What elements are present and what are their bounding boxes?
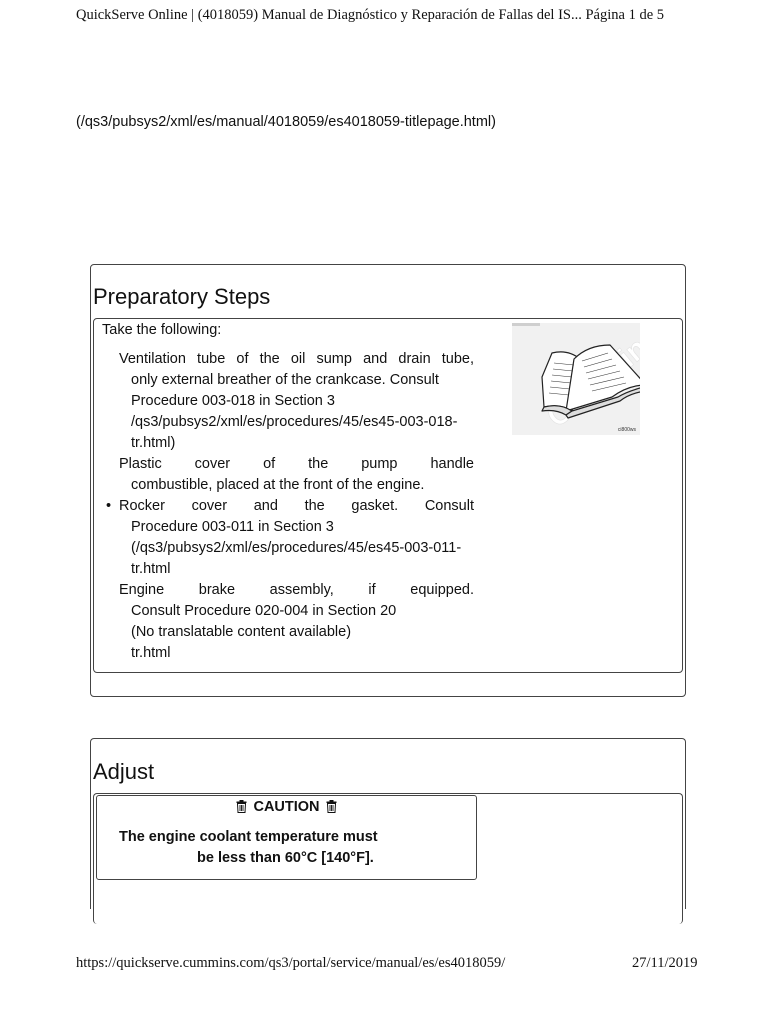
step-item xyxy=(119,454,474,496)
bullet-marker: • xyxy=(106,498,112,514)
footer-url[interactable]: https://quickserve.cummins.com/qs3/portal/service/manual/es/es4018059/ xyxy=(76,955,506,971)
step-item xyxy=(119,580,474,664)
preparatory-steps-section xyxy=(90,264,686,697)
step-continuation-line: tr.html) xyxy=(131,435,176,451)
page-header-title: QuickServe Online | (4018059) Manual de Diagnóstico y Reparación de Fallas del IS... Página 1 de 5 xyxy=(76,7,665,23)
step-first-line: Plastic cover of the pump handle xyxy=(119,456,474,472)
footer-date: 27/11/2019 xyxy=(632,955,698,971)
adjust-section xyxy=(90,738,686,909)
caution-box xyxy=(96,795,477,880)
trash-icon xyxy=(326,800,337,813)
steps-list xyxy=(106,349,474,664)
image-code: ci800ws xyxy=(617,427,636,433)
caution-header xyxy=(97,799,476,815)
manual-book-illustration xyxy=(512,323,640,435)
caution-label: CAUTION xyxy=(253,799,320,815)
step-continuation-line: Consult Procedure 020-004 in Section 20 xyxy=(131,603,397,619)
step-first-line: Engine brake assembly, if equipped. xyxy=(119,582,474,598)
intro-text: Take the following: xyxy=(102,322,222,338)
step-item xyxy=(119,349,474,454)
step-continuation-line: tr.html xyxy=(131,645,171,661)
step-continuation-line: Procedure 003-018 in Section 3 xyxy=(131,393,335,409)
preparatory-steps-content xyxy=(93,318,683,673)
step-continuation-line: combustible, placed at the front of the engine. xyxy=(131,477,425,493)
caution-text-line-1: The engine coolant temperature must xyxy=(119,829,378,845)
trash-icon xyxy=(236,800,247,813)
step-first-line: Rocker cover and the gasket. Consult xyxy=(119,498,474,514)
step-continuation-line: only external breather of the crankcase. Consult xyxy=(131,372,439,388)
step-continuation-line: (No translatable content available) xyxy=(131,624,352,640)
step-continuation-line: (/qs3/pubsys2/xml/es/procedures/45/es45-003-011- xyxy=(131,540,462,556)
step-continuation-line: Procedure 003-011 in Section 3 xyxy=(131,519,334,535)
page-path[interactable]: (/qs3/pubsys2/xml/es/manual/4018059/es4018059-titlepage.html) xyxy=(76,114,496,130)
step-first-line: Ventilation tube of the oil sump and drain tube, xyxy=(119,351,474,367)
step-continuation-line: tr.html xyxy=(131,561,171,577)
adjust-title: Adjust xyxy=(93,759,155,784)
step-item xyxy=(106,496,474,580)
step-continuation-line: /qs3/pubsys2/xml/es/procedures/45/es45-003-018- xyxy=(131,414,458,430)
preparatory-steps-title: Preparatory Steps xyxy=(93,284,271,309)
caution-text-line-2: be less than 60°C [140°F]. xyxy=(197,850,374,866)
